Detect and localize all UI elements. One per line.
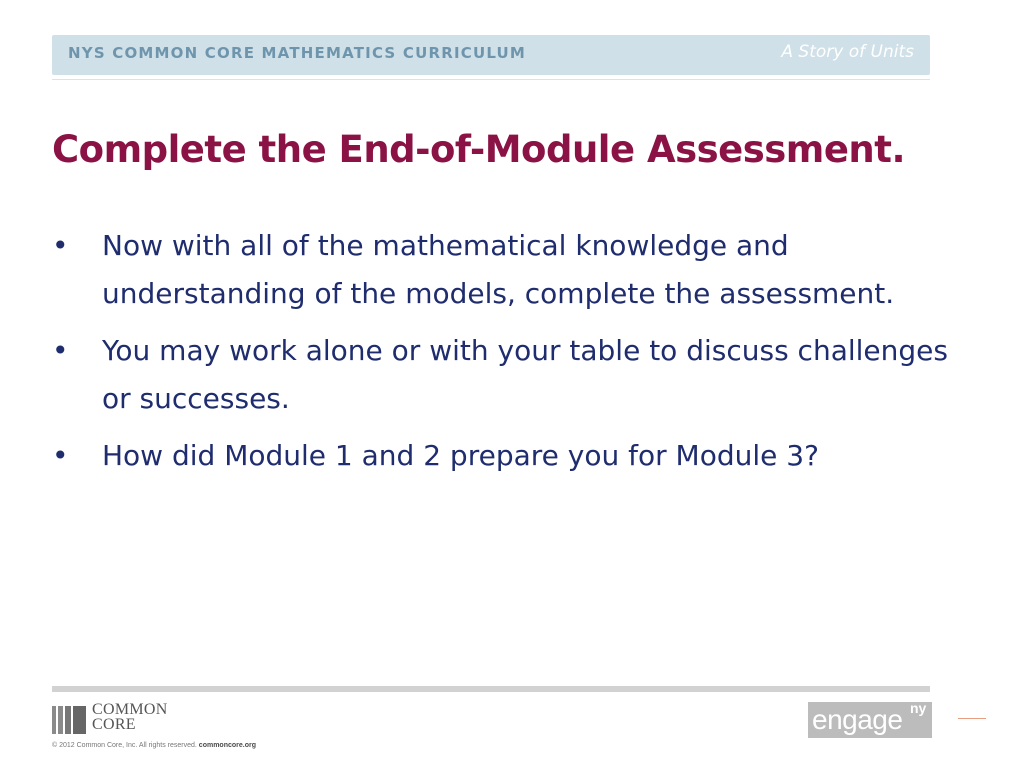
bullet-text: How did Module 1 and 2 prepare you for Module 3? <box>102 439 819 472</box>
accent-line <box>958 718 986 719</box>
bullet-item <box>52 432 952 480</box>
common-core-wordmark <box>92 702 168 732</box>
story-label: A Story of Units <box>781 42 914 62</box>
copyright-link[interactable]: commoncore.org <box>198 742 256 749</box>
bullet-list <box>52 222 952 489</box>
bullet-text: You may work alone or with your table to discuss challenges or successes. <box>102 334 948 415</box>
engage-wordmark: engage <box>812 704 903 735</box>
slide-title: Complete the End-of-Module Assessment. <box>52 128 906 171</box>
footer-divider <box>52 686 930 692</box>
bullet-dot: • <box>52 334 69 367</box>
bullet-dot: • <box>52 439 69 472</box>
bullet-text: Now with all of the mathematical knowledge and understanding of the models, complete the assessment. <box>102 229 895 310</box>
logo-line-2: CORE <box>92 716 136 733</box>
bullet-dot: • <box>52 229 69 262</box>
header-divider <box>52 79 930 80</box>
common-core-logo-icon <box>52 706 86 734</box>
engage-ny-superscript: ny <box>910 700 927 716</box>
copyright <box>52 742 256 749</box>
bullet-item <box>52 327 952 423</box>
copyright-text: © 2012 Common Core, Inc. All rights reserved. <box>52 742 197 749</box>
curriculum-label: NYS COMMON CORE MATHEMATICS CURRICULUM <box>68 44 527 62</box>
bullet-item <box>52 222 952 318</box>
logo-line-1: COMMON <box>92 701 168 718</box>
